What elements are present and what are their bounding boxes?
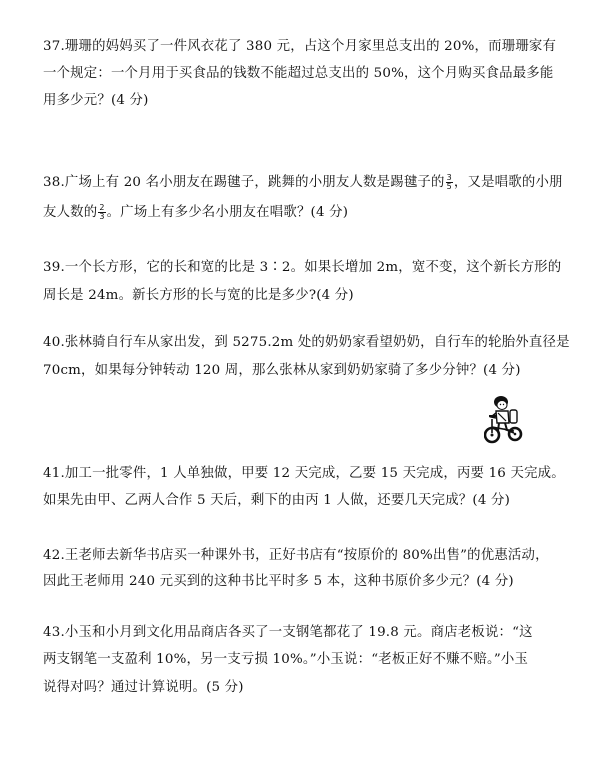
question-41-line-1: 41.加工一批零件，1 人单独做，甲要 12 天完成，乙要 15 天完成，丙要 16 天完成。 — [43, 466, 565, 481]
question-41-line-2: 如果先由甲、乙两人合作 5 天后，剩下的由丙 1 人做，还要几天完成？(4 分) — [43, 493, 511, 508]
question-43-line-3: 说得对吗？通过计算说明。(5 分) — [43, 680, 244, 695]
question-39-line-1: 39.一个长方形，它的长和宽的比是 3∶2。如果长增加 2m，宽不变，这个新长方形的 — [43, 260, 562, 275]
question-39-line-2: 周长是 24m。新长方形的长与宽的比是多少?(4 分) — [43, 288, 354, 303]
question-38-line-1 — [43, 174, 563, 191]
question-42-line-1: 42.王老师去新华书店买一种课外书，正好书店有“按原价的 80%出售”的优惠活动， — [43, 548, 549, 563]
question-37-line-1: 37.珊珊的妈妈买了一件风衣花了 380 元，占这个月家里总支出的 20%，而珊珊家有 — [43, 39, 557, 54]
question-38-text-d: 。广场上有多少名小朋友在唱歌？(4 分) — [106, 205, 349, 220]
question-40-line-2: 70cm，如果每分钟转动 120 周，那么张林从家到奶奶家骑了多少分钟？(4 分) — [43, 363, 521, 378]
question-38-text-b: ，又是唱歌的小朋 — [453, 175, 563, 190]
question-43-line-2: 两支钢笔一支盈利 10%，另一支亏损 10%。”小玉说：“老板正好不赚不赔。”小玉 — [43, 652, 529, 667]
question-40-line-1: 40.张林骑自行车从家出发，到 5275.2m 处的奶奶家看望奶奶，自行车的轮胎外直径是 — [43, 335, 570, 350]
question-37-line-2: 一个规定：一个月用于买食品的钱数不能超过总支出的 50%，这个月购买食品最多能 — [43, 66, 554, 81]
question-38-text-a: 38.广场上有 20 名小朋友在踢毽子，跳舞的小朋友人数是踢毽子的 — [43, 175, 445, 190]
fraction-numerator: 3 — [446, 173, 452, 182]
question-42-line-2: 因此王老师用 240 元买到的这种书比平时多 5 本，这种书原价多少元？(4 分) — [43, 574, 514, 589]
fraction-numerator: 2 — [99, 203, 105, 212]
question-38-line-2 — [43, 204, 348, 221]
fraction-denominator: 5 — [446, 182, 452, 191]
child-on-bicycle-illustration — [484, 393, 524, 445]
question-38-text-c: 友人数的 — [43, 205, 98, 220]
question-43-line-1: 43.小玉和小月到文化用品商店各买了一支钢笔都花了 19.8 元。商店老板说：“这 — [43, 625, 533, 640]
question-37-line-3: 用多少元？(4 分) — [43, 93, 149, 108]
fraction-denominator: 3 — [99, 212, 105, 221]
fraction-three-fifths — [446, 174, 453, 191]
fraction-two-thirds — [98, 204, 105, 221]
